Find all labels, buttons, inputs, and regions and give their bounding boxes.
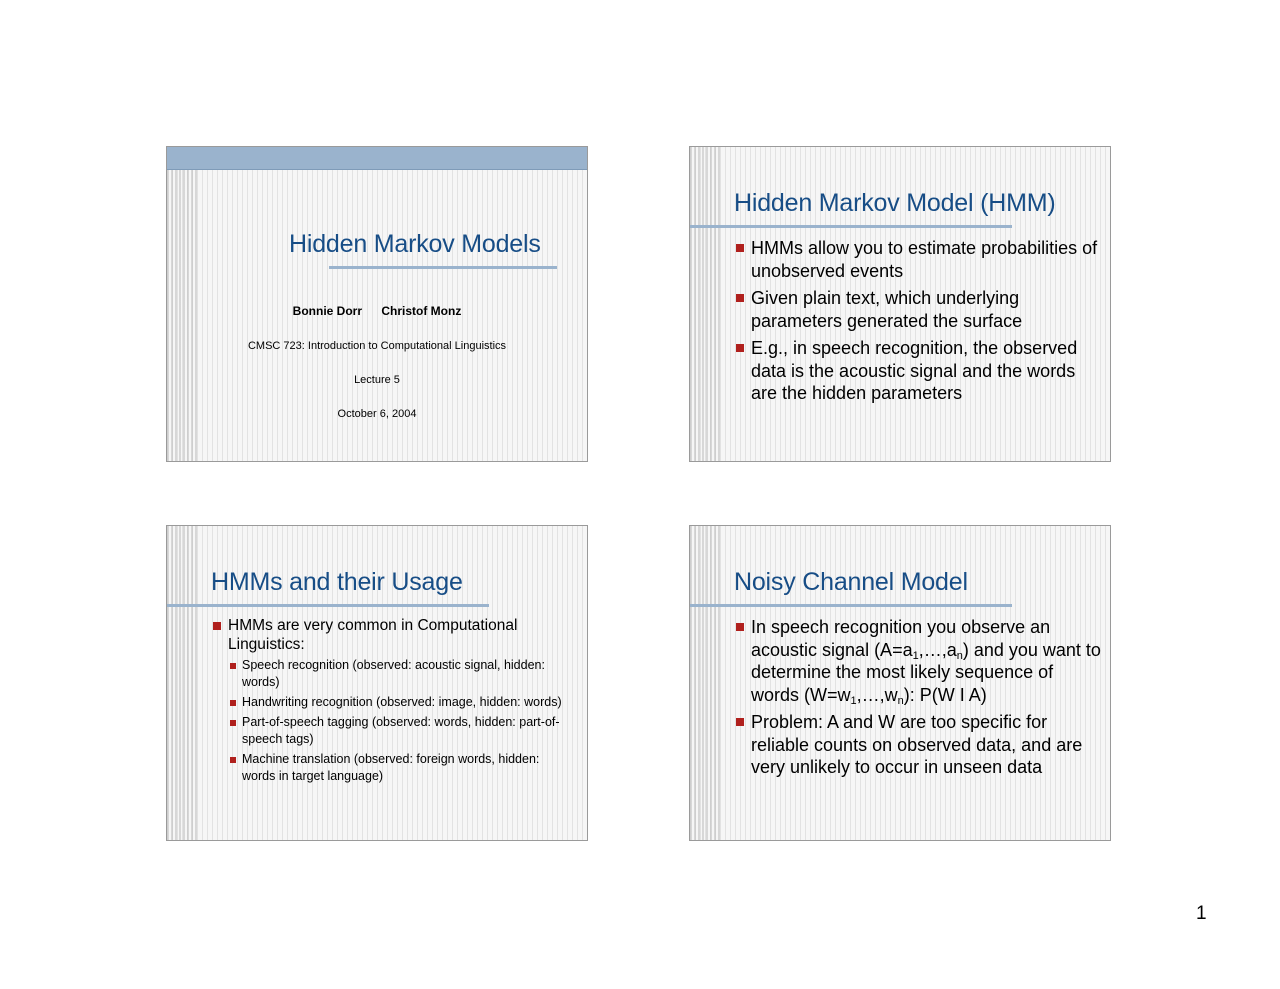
bullet-text: HMMs are very common in Computational Linguistics: (228, 617, 518, 653)
slide-hmm (689, 146, 1111, 462)
slide-title (166, 146, 588, 462)
text-run: ): P(W I A) (903, 684, 987, 705)
slide-title-text: Noisy Channel Model (734, 568, 968, 596)
list-item (212, 616, 567, 785)
slide-hmm-usage (166, 525, 588, 841)
slide-header-bar (167, 147, 587, 170)
page-number: 1 (1196, 903, 1207, 924)
course-name: CMSC 723: Introduction to Computational Linguistics (247, 340, 507, 352)
text-run: ,…,a (918, 639, 957, 660)
title-underline (167, 604, 489, 607)
list-item: Problem: A and W are too specific for reliable counts on observed data, and are very unlikely to occur in unseen data (735, 711, 1105, 779)
text-run: ) and you want to determine the most likely sequence of words (W=w (751, 639, 1101, 705)
slide-title-text: HMMs and their Usage (211, 568, 463, 596)
lecture-date: October 6, 2004 (337, 408, 417, 420)
bullet-list (735, 616, 1105, 784)
subscript: 1 (912, 649, 919, 662)
authors (167, 304, 587, 318)
slide-noisy-channel (689, 525, 1111, 841)
slide-title-text: Hidden Markov Models (289, 230, 541, 258)
subscript: n (897, 694, 904, 707)
bullet-list (212, 616, 567, 790)
slide-title-text: Hidden Markov Model (HMM) (734, 189, 1056, 217)
list-item: Machine translation (observed: foreign words, hidden: words in target language) (228, 751, 567, 785)
subscript: 1 (850, 694, 857, 707)
sub-bullet-list (228, 657, 567, 785)
list-item: Handwriting recognition (observed: image, hidden: words) (228, 694, 567, 711)
lecture-number: Lecture 5 (354, 374, 400, 386)
title-underline (690, 604, 1012, 607)
list-item (735, 616, 1105, 706)
list-item: Speech recognition (observed: acoustic signal, hidden: words) (228, 657, 567, 691)
author-name: Christof Monz (381, 304, 462, 318)
title-underline (329, 266, 557, 269)
author-name: Bonnie Dorr (292, 304, 362, 318)
title-underline (690, 225, 1012, 228)
subscript: n (956, 649, 963, 662)
text-run: In speech recognition you observe an acoustic signal (A=a (751, 617, 1051, 660)
text-run: ,…,w (856, 684, 898, 705)
list-item: Given plain text, which underlying parameters generated the surface (735, 287, 1105, 332)
list-item: E.g., in speech recognition, the observed data is the acoustic signal and the words are the hidden parameters (735, 337, 1105, 405)
list-item: HMMs allow you to estimate probabilities of unobserved events (735, 237, 1105, 282)
bullet-list (735, 237, 1105, 410)
list-item: Part-of-speech tagging (observed: words, hidden: part-of-speech tags) (228, 714, 567, 748)
